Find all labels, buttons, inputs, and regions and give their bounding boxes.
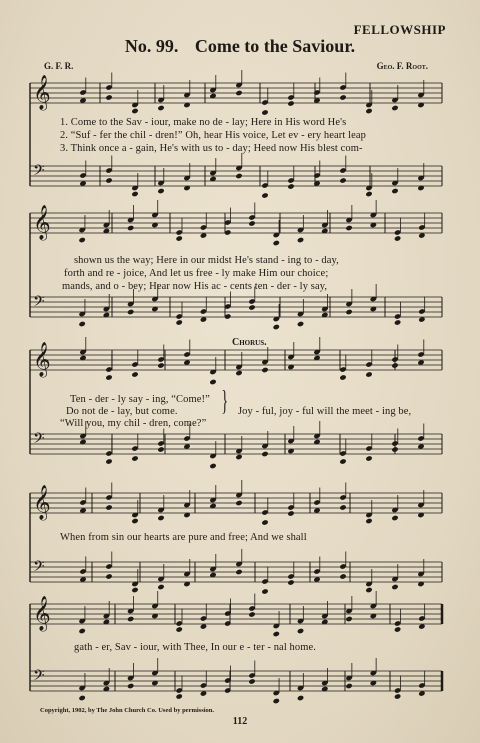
- chorus-line-1: Ten - der - ly say - ing, “Come!”: [70, 394, 210, 405]
- note-head: [78, 628, 85, 634]
- note-head: [297, 237, 304, 243]
- note-head: [127, 616, 134, 622]
- note-head: [345, 309, 352, 315]
- hymn-number: No. 99.: [124, 36, 179, 56]
- note-head: [127, 225, 134, 231]
- note-head: [345, 616, 352, 622]
- refrain-line: Joy - ful, joy - ful will the meet - ing be,: [238, 406, 412, 417]
- note-head: [248, 304, 255, 310]
- verse-2-line: forth and re - joice, And let us free - ly make Him our choice;: [64, 268, 329, 279]
- note-head: [176, 693, 183, 699]
- treble-clef-icon: 𝄞: [33, 75, 51, 110]
- note-head: [339, 374, 346, 380]
- note-head: [273, 698, 280, 704]
- note-head: [78, 237, 85, 243]
- note-head: [78, 695, 85, 701]
- note-head: [339, 177, 346, 183]
- note-head: [365, 455, 372, 461]
- note-head: [261, 588, 268, 594]
- note-head: [105, 573, 112, 579]
- verse-1-line: shown us the way; Here in our midst He's stand - ing to - day,: [74, 255, 339, 266]
- note-head: [339, 94, 346, 100]
- note-head: [394, 235, 401, 241]
- note-head: [261, 192, 268, 198]
- chorus-line: gath - er, Sav - iour, with Thee, In our e - ter - nal home.: [74, 642, 317, 653]
- note-head: [287, 183, 294, 189]
- note-head: [235, 454, 242, 460]
- note-head: [157, 584, 164, 590]
- note-head: [391, 584, 398, 590]
- bass-clef-icon: 𝄢: [33, 558, 45, 579]
- note-head: [394, 693, 401, 699]
- note-head: [273, 631, 280, 637]
- chorus-line: When from sin our hearts are pure and free; And we shall: [60, 532, 307, 543]
- note-head: [365, 191, 372, 197]
- verse-3-line: 3. Think once a - gain, He's with us to - day; Heed now His blest com-: [60, 143, 363, 154]
- note-head: [105, 94, 112, 100]
- section-heading: FELLOWSHIP: [353, 22, 446, 37]
- note-head: [131, 371, 138, 377]
- note-head: [287, 579, 294, 585]
- note-head: [261, 451, 268, 457]
- note-head: [157, 515, 164, 521]
- note-head: [339, 458, 346, 464]
- note-head: [339, 573, 346, 579]
- note-head: [391, 362, 398, 368]
- note-head: [297, 628, 304, 634]
- note-head: [394, 626, 401, 632]
- note-head: [297, 695, 304, 701]
- note-head: [157, 105, 164, 111]
- note-head: [235, 173, 242, 179]
- bass-clef-icon: 𝄢: [33, 667, 45, 688]
- note-head: [261, 367, 268, 373]
- note-head: [209, 463, 216, 469]
- copyright-notice: Copyright, 1902, by The John Church Co. Used by permission.: [40, 707, 215, 714]
- note-head: [157, 188, 164, 194]
- note-head: [365, 371, 372, 377]
- note-head: [391, 515, 398, 521]
- composer-credit: Geo. F. Root.: [376, 61, 428, 71]
- bass-clef-icon: 𝄢: [33, 430, 45, 451]
- note-head: [127, 683, 134, 689]
- note-head: [127, 309, 134, 315]
- note-head: [131, 191, 138, 197]
- note-head: [248, 678, 255, 684]
- note-head: [157, 446, 164, 452]
- note-head: [105, 458, 112, 464]
- verse-1-line: 1. Come to the Sav - iour, make no de - lay; Here in His word He's: [60, 117, 347, 128]
- note-head: [235, 569, 242, 575]
- note-head: [365, 587, 372, 593]
- note-head: [131, 518, 138, 524]
- note-head: [131, 455, 138, 461]
- brace: }: [221, 386, 229, 417]
- note-head: [365, 518, 372, 524]
- note-head: [287, 510, 294, 516]
- note-head: [131, 108, 138, 114]
- note-head: [273, 324, 280, 330]
- note-head: [157, 362, 164, 368]
- chorus-label: Chorus.: [232, 337, 267, 348]
- note-head: [176, 235, 183, 241]
- treble-clef-icon: 𝄞: [33, 485, 51, 520]
- bass-clef-icon: 𝄢: [33, 162, 45, 183]
- note-head: [235, 370, 242, 376]
- note-head: [297, 321, 304, 327]
- page-number: 112: [232, 716, 248, 727]
- note-head: [209, 379, 216, 385]
- chorus-line-2: Do not de - lay, but come.: [66, 406, 178, 417]
- note-head: [176, 319, 183, 325]
- note-head: [78, 321, 85, 327]
- bass-clef-icon: 𝄢: [33, 293, 45, 314]
- note-head: [365, 108, 372, 114]
- note-head: [339, 504, 346, 510]
- treble-clef-icon: 𝄞: [33, 205, 51, 240]
- verse-2-line: 2. “Suf - fer the chil - dren!” Oh, hear His voice, Let ev - ery heart leap: [60, 130, 367, 141]
- note-head: [261, 519, 268, 525]
- chorus-line-3: “Will you, my chil - dren, come?”: [60, 418, 207, 429]
- note-head: [105, 374, 112, 380]
- note-head: [176, 626, 183, 632]
- note-head: [235, 90, 242, 96]
- lyricist-credit: G. F. R.: [44, 61, 74, 71]
- treble-clef-icon: 𝄞: [33, 342, 51, 377]
- note-head: [105, 504, 112, 510]
- note-head: [394, 319, 401, 325]
- note-head: [248, 220, 255, 226]
- note-head: [235, 500, 242, 506]
- note-head: [345, 683, 352, 689]
- note-head: [105, 177, 112, 183]
- note-head: [391, 188, 398, 194]
- treble-clef-icon: 𝄞: [33, 596, 51, 631]
- verse-3-line: mands, and o - bey; Hear now His ac - cents ten - der - ly say,: [62, 281, 328, 292]
- note-head: [391, 446, 398, 452]
- note-head: [345, 225, 352, 231]
- note-head: [287, 100, 294, 106]
- note-head: [248, 611, 255, 617]
- hymn-name: Come to the Saviour.: [194, 36, 356, 56]
- note-head: [391, 105, 398, 111]
- note-head: [261, 109, 268, 115]
- note-head: [273, 240, 280, 246]
- note-head: [131, 587, 138, 593]
